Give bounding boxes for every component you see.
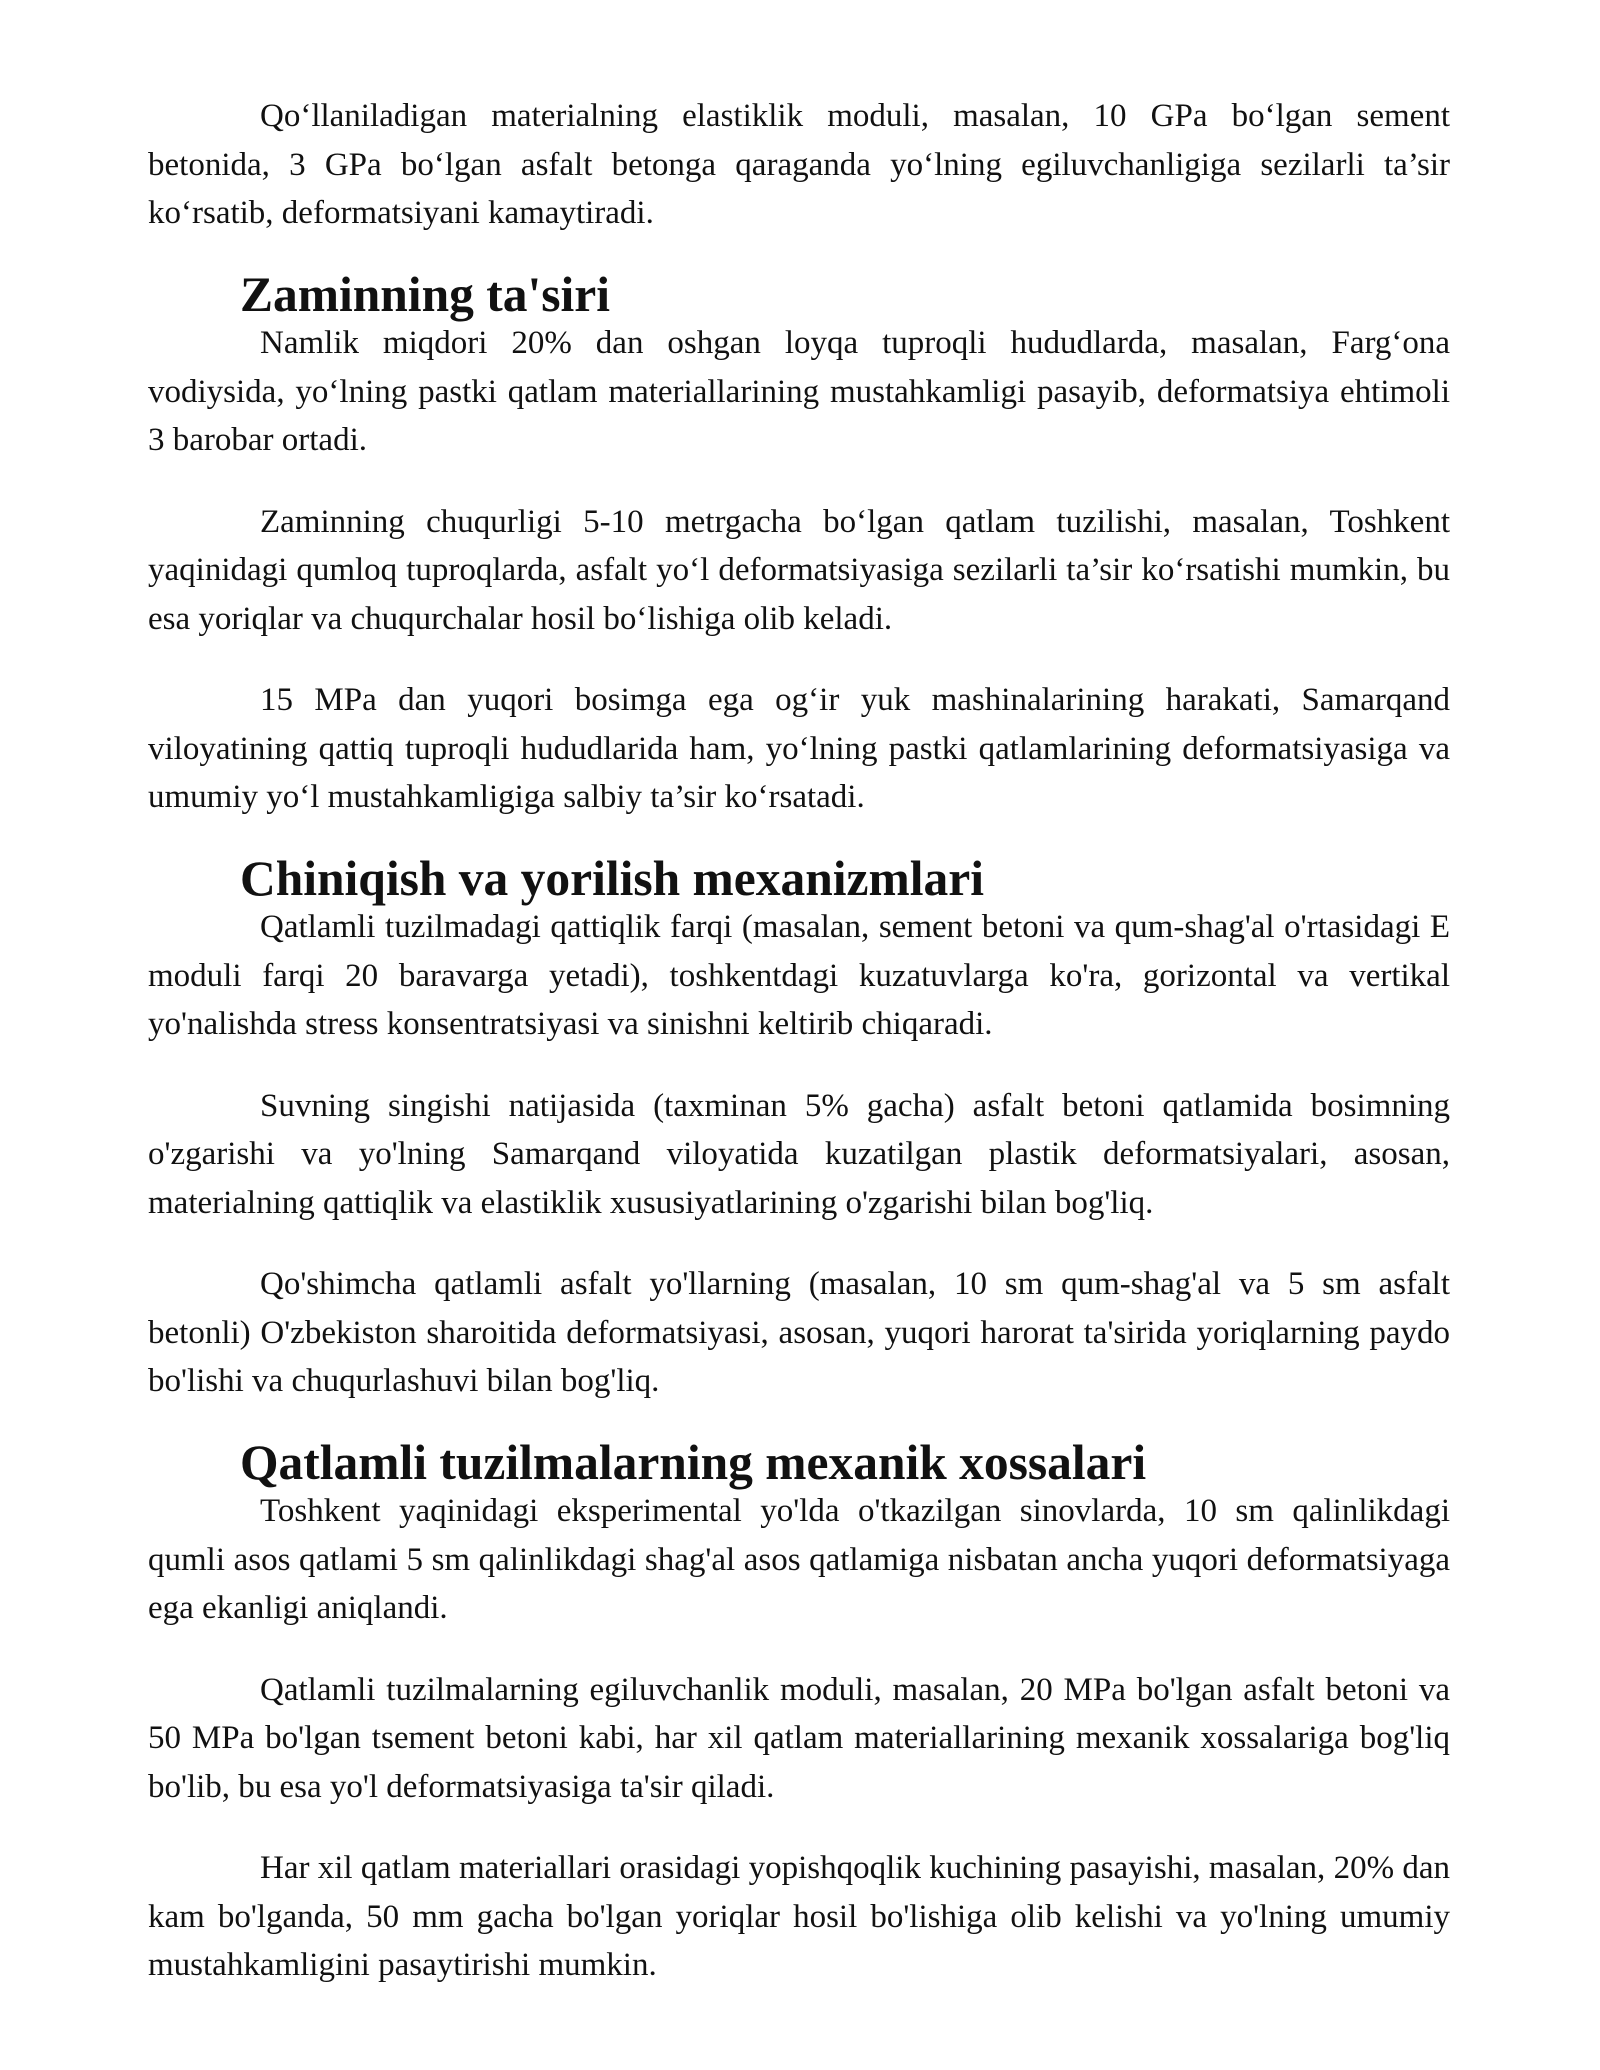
paragraph-heavy-trucks: 15 MPa dan yuqori bosimga ega og‘ir yuk mashinalarining harakati, Samarqand viloyatining qattiq tuproqli hududlarida ham, yo‘lning pastki qatlamlarining deformatsiyasiga va umumiy yo‘l mustahkamligiga salbiy ta’sir ko‘rsatadi. (148, 682, 1450, 815)
paragraph-experimental-road: Toshkent yaqinidagi eksperimental yo'lda o'tkazilgan sinovlarda, 10 sm qalinlikdagi qumli asos qatlami 5 sm qalinlikdagi shag'al asos qatlamiga nisbatan ancha yuqori deformatsiyaga ega ekanligi aniqlandi. (148, 1493, 1450, 1626)
section-heading-mechanical-properties: Qatlamli tuzilmalarning mexanik xossalari (240, 1434, 1147, 1490)
paragraph-flexibility-modulus: Qatlamli tuzilmalarning egiluvchanlik moduli, masalan, 20 MPa bo'lgan asfalt betoni va 50 MPa bo'lgan tsement betoni kabi, har xil qatlam materiallarining mexanik xossalariga bog'liq bo'lib, bu esa yo'l deformatsiyasiga ta'sir qiladi. (148, 1671, 1450, 1805)
paragraph-elastic-modulus: Qo‘llaniladigan materialning elastiklik moduli, masalan, 10 GPa bo‘lgan sement betonida, 3 GPa bo‘lgan asfalt betonga qaraganda yo‘lning egiluvchanligiga sezilarli ta’sir ko‘rsatib, deformatsiyani kamaytiradi. (148, 98, 1450, 231)
document-page (148, 92, 1450, 1990)
section-heading-cracking: Chiniqish va yorilish mexanizmlari (240, 850, 984, 906)
paragraph-water-absorption: Suvning singishi natijasida (taxminan 5% gacha) asfalt betoni qatlamida bosimning o'zgarishi va yo'lning Samarqand viloyatida kuzatilgan plastik deformatsiyalari, asosan, materialning qattiqlik va elastiklik xususiyatlarining o'zgarishi bilan bog'liq. (148, 1087, 1450, 1221)
paragraph-moisture: Namlik miqdori 20% dan oshgan loyqa tuproqli hududlarda, masalan, Farg‘ona vodiysida, yo‘lning pastki qatlam materiallarining mustahkamligi pasayib, deformatsiya ehtimoli 3 barobar ortadi. (148, 325, 1450, 458)
paragraph-additional-layers: Qo'shimcha qatlamli asfalt yo'llarning (masalan, 10 sm qum-shag'al va 5 sm asfalt betonli) O'zbekiston sharoitida deformatsiyasi, asosan, yuqori harorat ta'sirida yoriqlarning paydo bo'lishi va chuqurlashuvi bilan bog'liq. (148, 1266, 1450, 1399)
paragraph-adhesion: Har xil qatlam materiallari orasidagi yopishqoqlik kuchining pasayishi, masalan, 20% dan kam bo'lganda, 50 mm gacha bo'lgan yoriqlar hosil bo'lishiga olib kelishi va yo'lning umumiy mustahkamligini pasaytirishi mumkin. (148, 1850, 1450, 1983)
paragraph-stiffness-difference: Qatlamli tuzilmadagi qattiqlik farqi (masalan, sement betoni va qum-shag'al o'rtasidagi E moduli farqi 20 baravarga yetadi), toshkentdagi kuzatuvlarga ko'ra, gorizontal va vertikal yo'nalishda stress konsentratsiyasi va sinishni keltirib chiqaradi. (148, 909, 1450, 1042)
section-heading-foundation: Zaminning ta'siri (240, 266, 610, 322)
paragraph-foundation-depth: Zaminning chuqurligi 5-10 metrgacha bo‘lgan qatlam tuzilishi, masalan, Toshkent yaqinidagi qumloq tuproqlarda, asfalt yo‘l deformatsiyasiga sezilarli ta’sir ko‘rsatishi mumkin, bu esa yoriqlar va chuqurchalar hosil bo‘lishiga olib keladi. (148, 503, 1450, 637)
